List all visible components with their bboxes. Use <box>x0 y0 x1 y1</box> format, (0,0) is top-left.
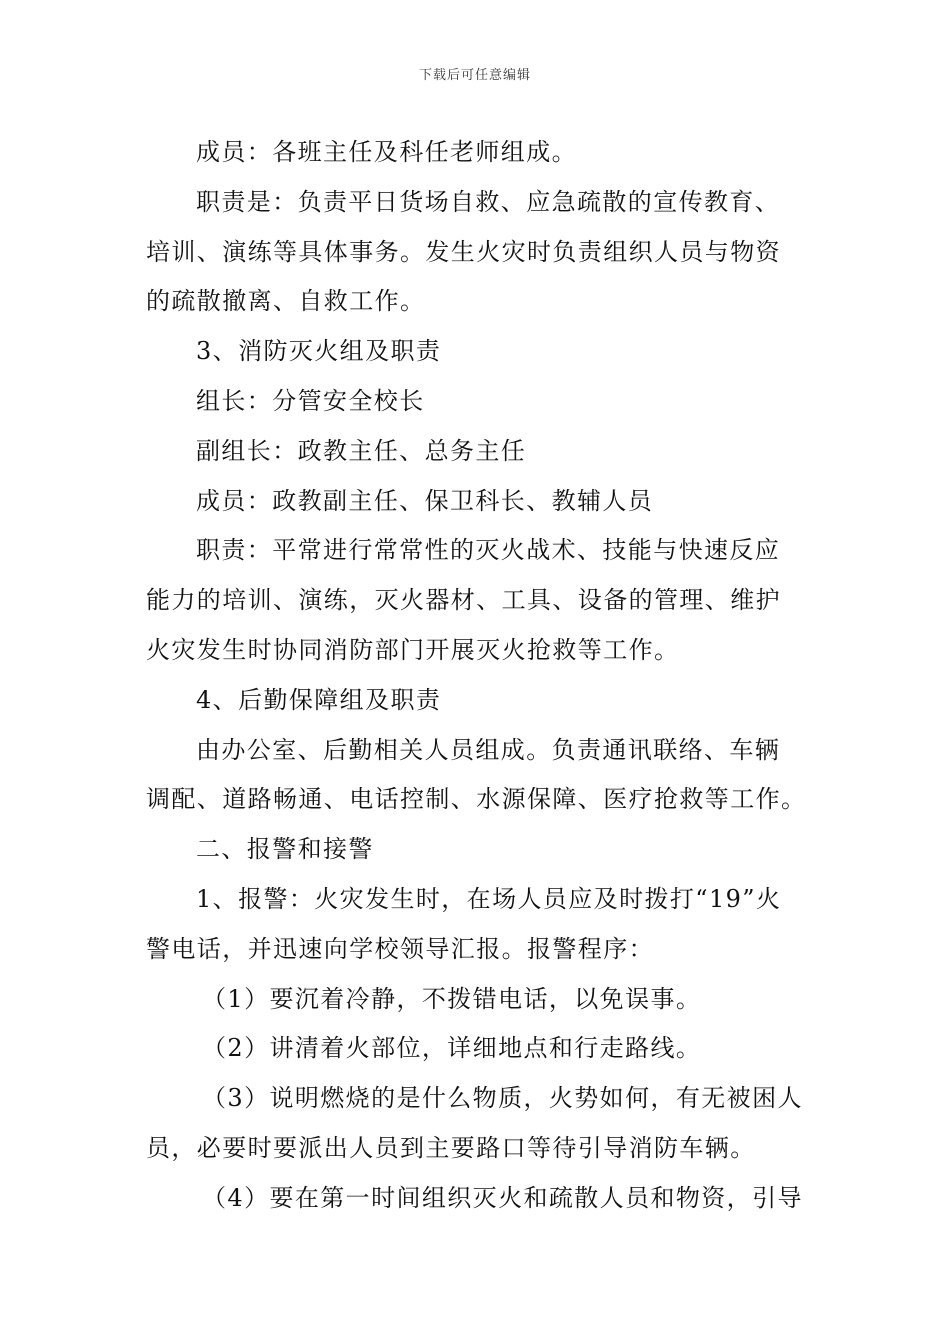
paragraph-line: 的疏散撤离、自救工作。 <box>146 287 426 316</box>
list-item: （1）要沉着冷静，不拨错电话，以免误事。 <box>202 984 702 1013</box>
paragraph-line: 成员：各班主任及科任老师组成。 <box>196 138 577 166</box>
page-header: 下载后可任意编辑 <box>418 68 531 83</box>
paragraph-line: 组长：分管安全校长 <box>196 386 425 415</box>
list-item: （2）讲清着火部位，详细地点和行走路线。 <box>202 1034 702 1063</box>
paragraph-line: 职责：平常进行常常性的灭火战术、技能与快速反应 <box>196 536 781 565</box>
paragraph-line: 火灾发生时协同消防部门开展灭火抢救等工作。 <box>146 635 680 664</box>
list-item: （3）说明燃烧的是什么物质，火势如何，有无被困人 <box>202 1084 803 1113</box>
paragraph-line: 1、报警：火灾发生时，在场人员应及时拨打“19”火 <box>196 884 782 913</box>
paragraph-line: 能力的培训、演练，灭火器材、工具、设备的管理、维护 <box>146 586 781 615</box>
section-heading: 二、报警和接警 <box>196 835 374 864</box>
document-body <box>146 128 810 1224</box>
paragraph-line: 培训、演练等具体事务。发生火灾时负责组织人员与物资 <box>146 237 781 266</box>
paragraph-line: 由办公室、后勤相关人员组成。负责通讯联络、车辆 <box>196 735 781 764</box>
paragraph-line: 成员：政教副主任、保卫科长、教辅人员 <box>196 486 654 515</box>
paragraph-line: 警电话，并迅速向学校领导汇报。报警程序： <box>146 934 654 963</box>
paragraph-line: 副组长：政教主任、总务主任 <box>196 436 527 465</box>
section-heading: 4、后勤保障组及职责 <box>196 685 442 714</box>
section-heading: 3、消防灭火组及职责 <box>196 337 442 366</box>
list-item-continuation: 员，必要时要派出人员到主要路口等待引导消防车辆。 <box>146 1133 756 1162</box>
list-item: （4）要在第一时间组织灭火和疏散人员和物资，引导 <box>202 1183 803 1212</box>
paragraph-line: 职责是：负责平日货场自救、应急疏散的宣传教育、 <box>196 187 781 216</box>
paragraph-line: 调配、道路畅通、电话控制、水源保障、医疗抢救等工作。 <box>146 785 807 814</box>
